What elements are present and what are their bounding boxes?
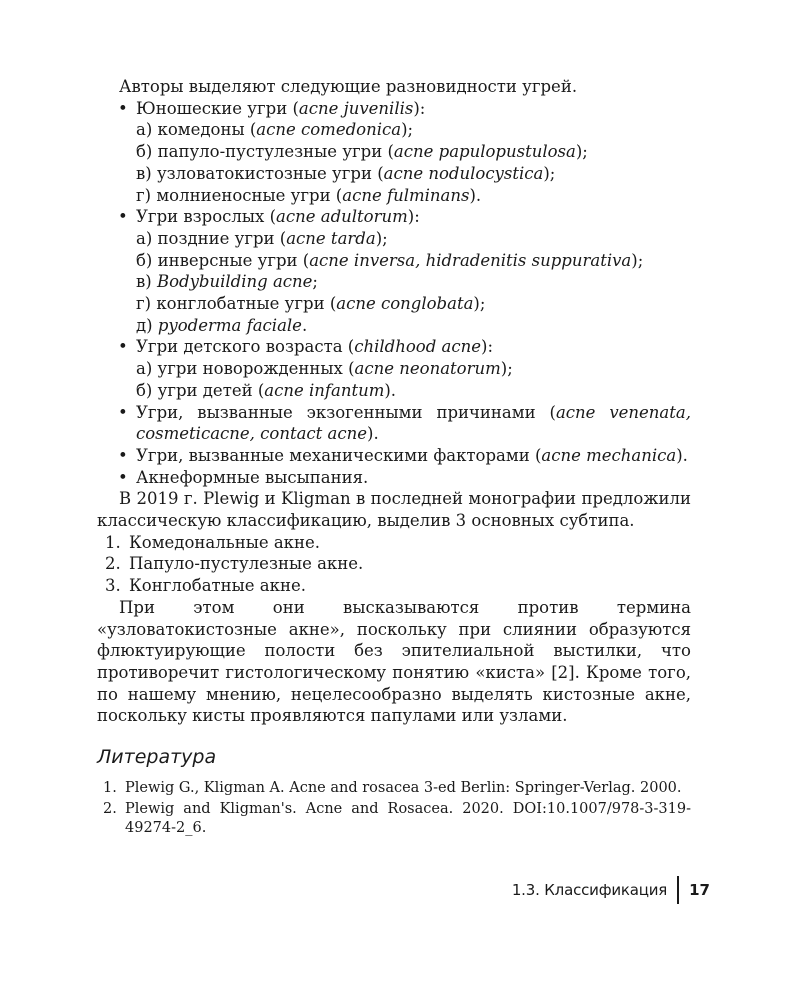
page-footer: [512, 876, 710, 904]
sub-item: а) угри новорожденных (acne neonatorum);: [136, 359, 513, 379]
sub-item: г) молниеносные угри (acne fulminans).: [136, 185, 482, 205]
sub-item: д) pyoderma faciale.: [136, 315, 308, 335]
sub-item: б) папуло-пустулезные угри (acne papulopustulosa);: [136, 142, 588, 162]
list-item: • Угри детского возраста (childhood acne):: [97, 336, 691, 358]
list-item: 1. Комедональные акне.: [105, 532, 320, 552]
list-item: • Угри, вызванные механическими факторами (acne mechanica).: [97, 445, 691, 467]
subtype-list: [97, 532, 691, 597]
sub-item: а) поздние угри (acne tarda);: [136, 228, 388, 248]
sub-item: в) узловатокистозные угри (acne nodulocystica);: [136, 163, 556, 183]
reference-list: [97, 779, 691, 838]
list-item: • Акнеформные высыпания.: [97, 467, 691, 489]
list-item: 2. Папуло-пустулезные акне.: [105, 554, 364, 574]
footer-section-title: 1.3. Классификация: [511, 881, 668, 899]
discussion-paragraph: При этом они высказываются против термина «узловатокистозные акне», поскольку при слиянии образуются флюктуирующие полости без эпителиальной выстилки, что противоречит гистологическому понятию «киста» [2]. Кроме того, по нашему мнению, нецелесообразно выделять кистозные акне, поскольку кисты проявляются папулами или узлами.: [97, 597, 691, 726]
sub-item: г) конглобатные угри (acne conglobata);: [136, 294, 486, 314]
list-item: • Угри взрослых (acne adultorum):: [97, 206, 691, 228]
classification-paragraph: В 2019 г. Plewig и Kligman в последней монографии предложили классическую классификацию, выделив 3 основных субтипа.: [97, 489, 691, 531]
acne-types-list: [97, 98, 691, 489]
intro-paragraph: Авторы выделяют следующие разновидности угрей.: [119, 77, 578, 96]
page-number: 17: [689, 881, 710, 899]
sub-item: б) угри детей (acne infantum).: [136, 380, 397, 400]
sub-item: б) инверсные угри (acne inversa, hidradenitis suppurativa);: [136, 250, 644, 270]
sub-item: а) комедоны (acne comedonica);: [136, 120, 414, 140]
sub-item: в) Bodybuilding acne;: [136, 272, 318, 292]
list-item: • Угри, вызванные экзогенными причинами (acne venenata, cosmeticacne, contact acne).: [97, 402, 691, 445]
reference-item: 2. Plewig and Kligman's. Acne and Rosacea. 2020. DOI:10.1007/978-3-319-49274-2_6.: [103, 800, 691, 836]
reference-item: 1. Plewig G., Kligman A. Acne and rosacea 3-ed Berlin: Springer-Verlag. 2000.: [103, 779, 682, 796]
list-item: 3. Конглобатные акне.: [105, 576, 306, 596]
literature-heading: Литература: [97, 746, 217, 769]
list-item: • Юношеские угри (acne juvenilis):: [97, 98, 691, 120]
page-body: [97, 76, 691, 840]
